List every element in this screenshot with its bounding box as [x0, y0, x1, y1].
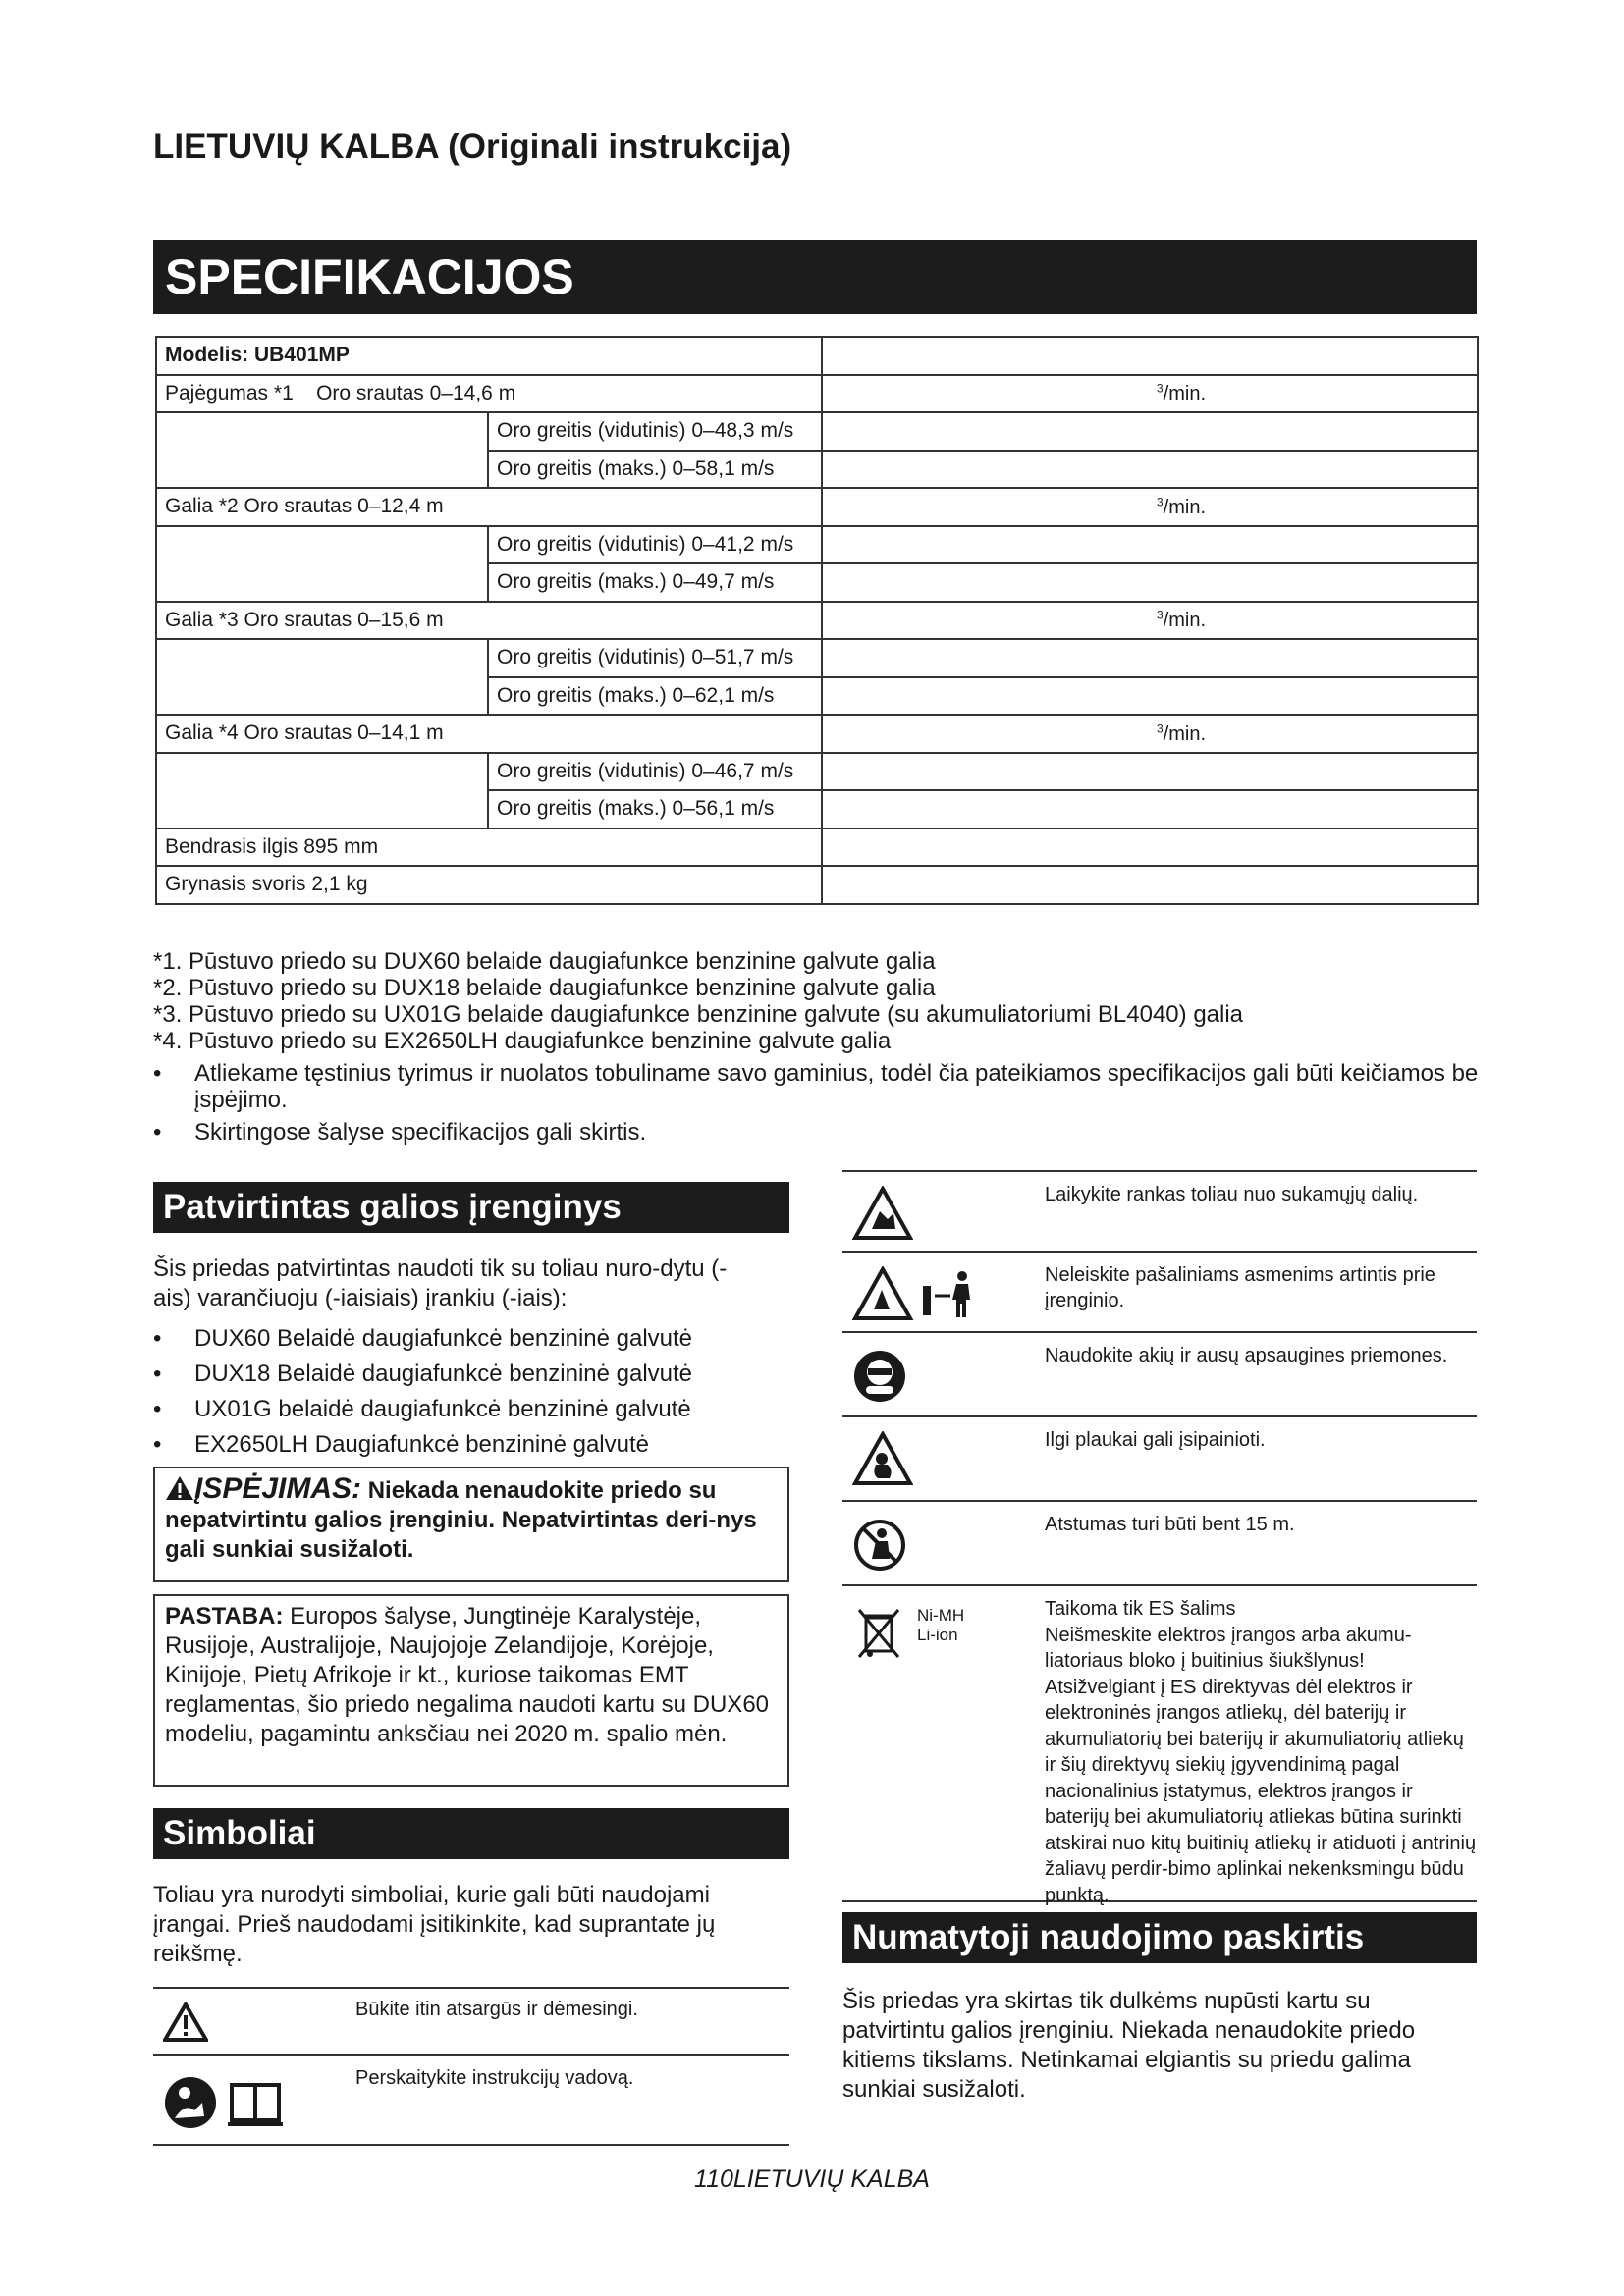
table-row	[156, 451, 1478, 489]
specifications-heading: SPECIFIKACIJOS	[153, 240, 1477, 314]
page-footer: 110LIETUVIŲ KALBA	[694, 2165, 930, 2193]
symbol-text: Laikykite rankas toliau nuo sukamųjų dalių.	[1045, 1184, 1419, 1205]
table-row	[156, 602, 1478, 640]
table-row	[156, 790, 1478, 828]
spec-cell: Oro greitis (vidutinis) 0–48,3 m/s	[488, 412, 822, 451]
table-row	[156, 828, 1478, 867]
spec-cell: Galia *3 Oro srautas 0–15,6 m	[156, 602, 488, 640]
list-item: • DUX60 Belaidė daugiafunkcė benzininė galvutė	[153, 1321, 782, 1357]
symbol-text: Būkite itin atsargūs ir dėmesingi.	[355, 1999, 638, 2020]
approved-list	[153, 1321, 782, 1463]
unit-cell	[822, 602, 1478, 640]
spec-cell: Oro greitis (vidutinis) 0–46,7 m/s	[488, 753, 822, 791]
wheelie-bin-crossed-icon	[856, 1606, 901, 1661]
spec-cell	[156, 412, 488, 451]
unit-cell	[822, 488, 1478, 526]
spec-cell	[156, 526, 488, 564]
symbol-row	[153, 2054, 789, 2146]
symbol-text: Ilgi plaukai gali įsipainioti.	[1045, 1429, 1266, 1451]
table-row	[156, 639, 1478, 677]
warning-text: Niekada nenaudokite priedo su nepatvirtintu galios įrenginiu. Nepatvirtintas deri-nys gali sunkiai susižaloti.	[165, 1477, 757, 1563]
spec-cell	[488, 488, 822, 526]
unit-text: $^3$/min.	[1157, 494, 1207, 518]
symbol-text: Neleiskite pašaliniams asmenims artintis prie įrenginio.	[1045, 1264, 1435, 1311]
table-row	[156, 677, 1478, 716]
list-item: • UX01G belaidė daugiafunkcė benzininė galvutė	[153, 1392, 782, 1427]
model-value-cell	[822, 337, 1478, 375]
table-row	[156, 526, 1478, 564]
notes-list	[153, 1060, 1479, 1146]
footnote: *3. Pūstuvo priedo su UX01G belaide daugiafunkce benzinine galvute (su akumuliatoriumi BL4040) galia	[153, 1001, 1244, 1028]
table-row	[156, 488, 1478, 526]
model-cell: Modelis: UB401MP	[156, 337, 822, 375]
spec-cell	[156, 790, 488, 828]
note-box	[153, 1594, 789, 1787]
spec-cell: Pajėgumas *1 Oro srautas 0–14,6 m	[156, 375, 822, 413]
spec-cell: Galia *2 Oro srautas 0–12,4 m	[156, 488, 488, 526]
symbols-table-right	[842, 1170, 1477, 1906]
spec-cell	[822, 753, 1478, 791]
spec-cell: Galia *4 Oro srautas 0–14,1 m	[156, 715, 488, 753]
symbol-row	[153, 1987, 789, 2054]
language-title: LIETUVIŲ KALBA (Originali instrukcija)	[153, 128, 792, 166]
spec-cell	[156, 753, 488, 791]
unit-text: $^3$/min.	[1157, 381, 1207, 405]
symbols-intro: Toliau yra nurodyti simboliai, kurie gali būti naudojami įrangai. Prieš naudodami įsitikinkite, kad suprantate jų reikšmę.	[153, 1882, 716, 1967]
spec-cell	[156, 451, 488, 489]
note-text: Europos šalyse, Jungtinėje Karalystėje, Rusijoje, Australijoje, Naujojoje Zelandijoje, Korėjoje, Kinijoje, Pietų Afrikoje ir kt., kuriose taikomas EMT reglamentas, šio priedo negalima naudoti kartu su DUX60 modeliu, pagamintu anksčiau nei 2020 m. spalio mėn.	[165, 1603, 770, 1747]
spec-cell: Oro greitis (maks.) 0–49,7 m/s	[488, 563, 822, 602]
footnotes	[153, 948, 1479, 1146]
warning-icon	[165, 1475, 194, 1501]
length-cell: Bendrasis ilgis 895 mm	[156, 828, 822, 867]
spec-cell	[822, 526, 1478, 564]
symbol-row	[842, 1500, 1477, 1584]
spec-cell	[822, 451, 1478, 489]
unit-text: $^3$/min.	[1157, 721, 1207, 745]
spec-cell	[488, 715, 822, 753]
long-hair-entangle-icon	[852, 1431, 913, 1486]
approved-heading: Patvirtintas galios įrenginys	[153, 1182, 789, 1233]
warning-triangle-icon	[163, 2002, 208, 2042]
spec-cell	[822, 639, 1478, 677]
table-row	[156, 337, 1478, 375]
table-row	[156, 563, 1478, 602]
warning-box	[153, 1467, 789, 1582]
symbol-row	[842, 1170, 1477, 1251]
symbol-row	[842, 1251, 1477, 1331]
spec-cell: Oro greitis (maks.) 0–58,1 m/s	[488, 451, 822, 489]
unit-cell	[822, 715, 1478, 753]
symbol-text: Naudokite akių ir ausų apsaugines priemones.	[1045, 1345, 1448, 1366]
note-label: PASTABA:	[165, 1603, 284, 1629]
symbol-row	[842, 1584, 1477, 1906]
keep-bystanders-away-icon	[852, 1266, 980, 1321]
eu-disposal-text	[1045, 1596, 1477, 1908]
symbols-table-left	[153, 1987, 789, 2146]
spec-cell	[156, 563, 488, 602]
note-item: • Atliekame tęstinius tyrimus ir nuolatos tobuliname savo gaminius, todėl čia pateikiamos specifikacijos gali būti keičiamos be įspėjimo.	[153, 1060, 1479, 1113]
spec-cell: Oro greitis (maks.) 0–62,1 m/s	[488, 677, 822, 716]
approved-intro: Šis priedas patvirtintas naudoti tik su toliau nuro-dytu (-ais) varančiuoju (-iaisiais) įrankiu (-iais):	[153, 1255, 728, 1311]
symbol-row	[842, 1331, 1477, 1415]
table-row	[156, 866, 1478, 904]
weight-cell: Grynasis svoris 2,1 kg	[156, 866, 822, 904]
battery-type: Ni-MH	[917, 1606, 965, 1625]
table-row	[156, 412, 1478, 451]
spec-cell	[822, 828, 1478, 867]
table-row	[156, 753, 1478, 791]
note-item: • Skirtingose šalyse specifikacijos gali skirtis.	[153, 1119, 1479, 1146]
symbol-text: Perskaitykite instrukcijų vadovą.	[355, 2067, 634, 2089]
list-item: • DUX18 Belaidė daugiafunkcė benzininė galvutė	[153, 1357, 782, 1392]
table-row	[156, 715, 1478, 753]
specifications-table	[155, 336, 1479, 905]
footnote: *1. Pūstuvo priedo su DUX60 belaide daugiafunkce benzinine galvute galia	[153, 948, 936, 975]
intended-use-heading: Numatytoji naudojimo paskirtis	[842, 1912, 1477, 1963]
eye-ear-protection-icon	[852, 1349, 907, 1404]
footnote: *2. Pūstuvo priedo su DUX18 belaide daugiafunkce benzinine galvute galia	[153, 975, 936, 1001]
warning-label: ĮSPĖJIMAS:	[194, 1472, 362, 1505]
spec-cell: Oro greitis (vidutinis) 0–51,7 m/s	[488, 639, 822, 677]
table-row	[156, 375, 1478, 413]
battery-type-label	[917, 1606, 964, 1645]
symbols-heading: Simboliai	[153, 1808, 789, 1859]
spec-cell: Oro greitis (maks.) 0–56,1 m/s	[488, 790, 822, 828]
distance-15m-icon	[852, 1518, 907, 1573]
read-manual-icon	[161, 2073, 298, 2132]
spec-cell	[156, 639, 488, 677]
eu-text: Neišmeskite elektros įrangos arba akumu-liatoriaus bloko į buitinius šiukšlynus! Atsižvelgiant į ES direktyvas dėl elektros ir elektroninės įrangos atliekų, dėl baterijų ir akumuliatorių bei baterijų ir akumuliatorių atliekų ir šių direktyvų siekių įgyvendinimą pagal nacionalinius įstatymus, elektros įrangos ir baterijų bei akumuliatorių atliekas būtina surinkti atskirai nuo kitų buitinių atliekų ir atiduoti į antrinių žaliavų perdir-bimo aplinkai nekenksmingu būdu punktą.	[1045, 1624, 1477, 1906]
spec-cell	[822, 866, 1478, 904]
spec-cell	[488, 602, 822, 640]
symbol-row	[842, 1415, 1477, 1500]
hand-rotating-parts-icon	[852, 1186, 913, 1241]
footnote: *4. Pūstuvo priedo su EX2650LH daugiafunkce benzinine galvute galia	[153, 1028, 892, 1054]
unit-cell	[822, 375, 1478, 413]
symbol-text: Atstumas turi būti bent 15 m.	[1045, 1514, 1295, 1535]
eu-title: Taikoma tik ES šalims	[1045, 1598, 1236, 1620]
spec-cell: Oro greitis (vidutinis) 0–41,2 m/s	[488, 526, 822, 564]
battery-type: Li-ion	[917, 1626, 958, 1644]
spec-cell	[156, 677, 488, 716]
list-item: • EX2650LH Daugiafunkcė benzininė galvutė	[153, 1427, 782, 1463]
intended-use-text: Šis priedas yra skirtas tik dulkėms nupūsti kartu su patvirtintu galios įrenginiu. Niekada nenaudokite priedo kitiems tikslams. Netinkamai elgiantis su priedu galima sunkiai susižaloti.	[842, 1988, 1416, 2103]
spec-cell	[822, 412, 1478, 451]
spec-cell	[822, 677, 1478, 716]
spec-cell	[822, 563, 1478, 602]
spec-cell	[822, 790, 1478, 828]
unit-text: $^3$/min.	[1157, 608, 1207, 632]
